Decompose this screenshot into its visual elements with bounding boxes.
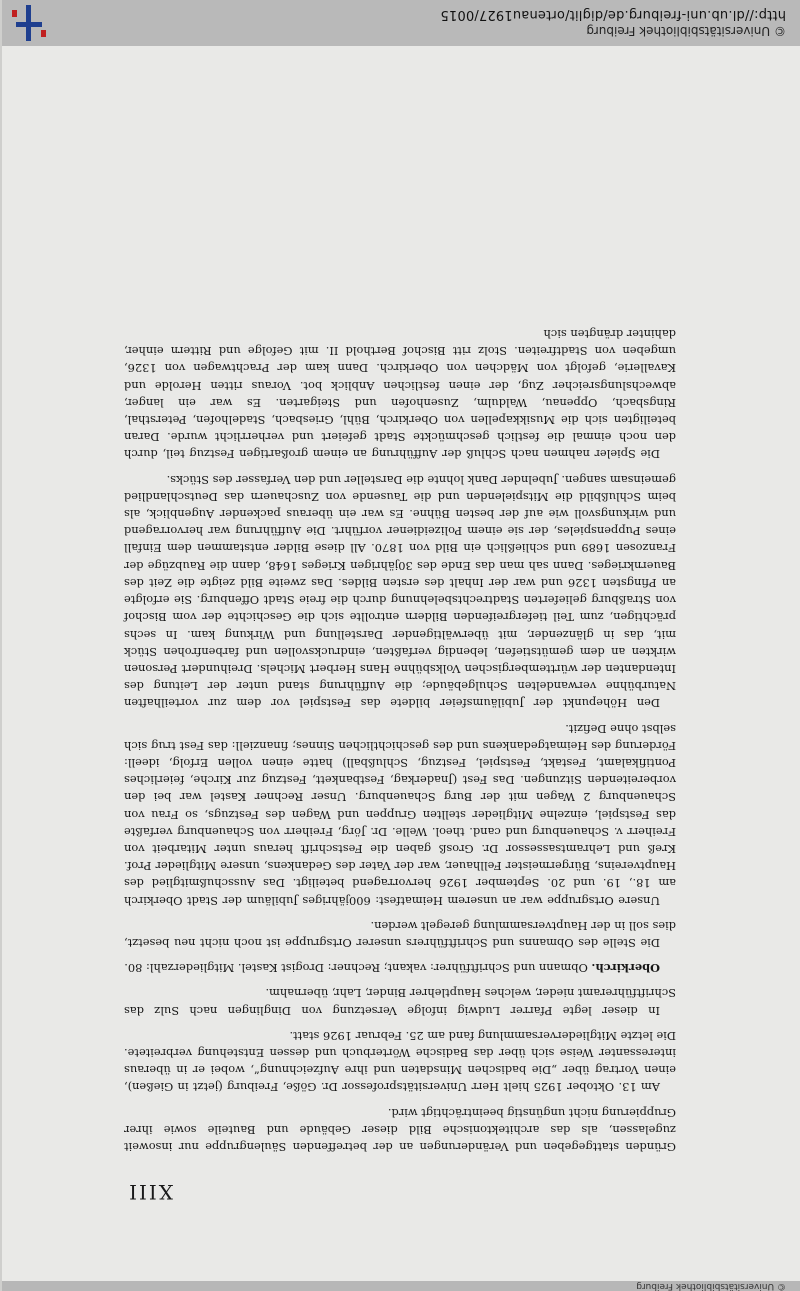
page-number: XIII xyxy=(127,1180,173,1204)
paragraph: Gründen stattgegeben und Veränderungen an der betreffenden Säulengruppe nur insoweit zugelassen, als das architektonische Bild dieser Gebäude und Bauteile sowie ihrer Gruppierung nicht ungünstig beeinträchtigt wird. xyxy=(124,1105,676,1154)
top-copyright: © Universitätsbibliothek Freiburg xyxy=(636,1281,786,1291)
paragraph: Unsere Ortsgruppe war an unserem Heimatfest: 600jähriges Jubiläum der Stadt Oberkirch am 18., 19. und 20. September 1926 hervorragend beteiligt. Das Ausschußmitglied des Hauptvereins, Bürgermeister Fellhauer, war der Vater des Gedankens, unsere Mitglieder Prof. Kreß und Lehramtsassessor Dr. Grosß gaben die Festschrift heraus unter Mitarbeit von Freiherr v. Schauenburg und cand. theol. Welle. Dr. Jörg, Freiherr von Schauenburg verfaßte das Festspiel, einzelne Mitglieder stellten Gruppen und Wagen des Festzugs, so Frau von Schauenburg 2 Wagen mit der Burg Schauenburg. Unser Rechner Kastel war bei den vorbereitenden Sitzungen. Das Fest (Jnaderkag, Festbankett, Festzug zur Kirche, feierliches Pontifikalamt, Festakt, Festspiel, Festzug, Schlußball) hatte einen vollen Erfolg, ideell: Förderung des Heimatgedankens und des geschichtlichen Sinnes; finanziell: das Fest trug sich selbst ohne Defizit. xyxy=(124,721,676,908)
footer-text xyxy=(440,8,786,39)
section-heading: Oberkirch. xyxy=(591,961,660,976)
source-footer xyxy=(0,0,800,46)
section-entry xyxy=(124,959,676,976)
top-strip xyxy=(0,1281,800,1291)
section-text: Obmann und Schriftführer: vakant; Rechner: Drogist Kastel. Mitgliederzahl: 80. xyxy=(124,961,592,976)
body-text xyxy=(124,317,676,1155)
paragraph: Die Stelle des Obmanns und Schriftführers unserer Ortsgruppe ist noch nicht neu besetzt, dies soll in der Hauptversammlung geregelt werden. xyxy=(124,918,676,950)
paragraph: Den Höhepunkt der Jubiläumsfeier bildete das Festspiel vor dem zur vorteilhaften Naturbühne verwandelten Schulgebäude; die Aufführung stand unter der Leitung des Intendanten der württembergischen Volksbühne Hans Herbert Michels. Dreihundert Personen wirkten an dem gemütstiefen, lebendig verfaßten, eindrucksvollen und farbenfrohen Stück mit, das in glänzender, mit überwältigender Darstellung und Wirkung kam. In sechs prächtigen, zum Teil tiefergreifenden Bildern entrollte sich die Geschichte der vom Bischof von Straßburg gelieferten Stadtrechtsbelehnung durch die freie Stadt Offenburg. Sie erfolgte an Pfingsten 1326 und war der Inhalt des ersten Bildes. Das zweite Bild zeigte die Zeit des Bauernkrieges. Dann sah man das Ende des 30jährigen Krieges 1648, dann die Raubzüge der Franzosen 1689 und schließlich ein Bild von 1870. All diese Bilder entstammen dem Einfall eines Puppenspieles, der sie einem Polizeidiener vorführt. Die Aufführung war hervorragend und wirkungsvoll wie auf der besten Bühne. Es war ein überaus packender Augenblick, als beim Schlußbild die Mitspielenden und die Tausende von Zuschauern das Deutschlandlied gemeinsam sangen. Jubelnder Dank lohnte die Darsteller und den Verfasser des Stücks. xyxy=(124,472,676,711)
paragraph: Die Spieler nahmen nach Schluß der Aufführung an einem großartigen Festzug teil, durch den noch einmal die festlich geschmückte Stadt gefeiert und verherrlicht wurde. Daran beteiligten sich die Musikkapellen von Oberkirch, Bühl, Griesbach, Stadelhofen, Petersthal, Ringsbach, Oppenau, Waldulm, Zusenhofen und Steigarten. Es war ein langer, abwechslungsreicher Zug, der einen festlichen Anblick bot. Voraus ritten Herolde und Kavallerie, gefolgt von Mädchen von Oberkirch. Dann kam der Prachtwagen von 1326, umgeben von Stadtfreiten. Stolz ritt Bischof Berthold II. mit Gefolge und Rittern einher, dahinter drängten sich xyxy=(124,327,676,462)
copyright-text: © Universitätsbibliothek Freiburg xyxy=(586,24,786,39)
paragraph: Am 13. Oktober 1925 hielt Herr Universitätsprofessor Dr. Göße, Freiburg (jetzt in Gießen), einen Vortrag über „Die badischen Minsdaten und ihre Aufzeichnung“, wobei er in überaus interessanter Weise sich über das Badische Wörterbuch und dessen Entstehung verbreitete. Die letzte Mitgliederversammlung fand am 25. Februar 1926 statt. xyxy=(124,1028,676,1095)
page-edge xyxy=(0,0,2,1291)
paragraph: In dieser legte Pfarrer Ludwig infolge Versetzung von Dinglingen nach Sulz das Schriftführeramt nieder, welches Hauptlehrer Binder, Lahr, übernahm. xyxy=(124,986,676,1018)
ub-freiburg-logo-icon xyxy=(12,5,46,41)
source-url-link[interactable]: http://dl.ub.uni-freiburg.de/diglit/ortenau1927/0015 xyxy=(440,7,786,23)
